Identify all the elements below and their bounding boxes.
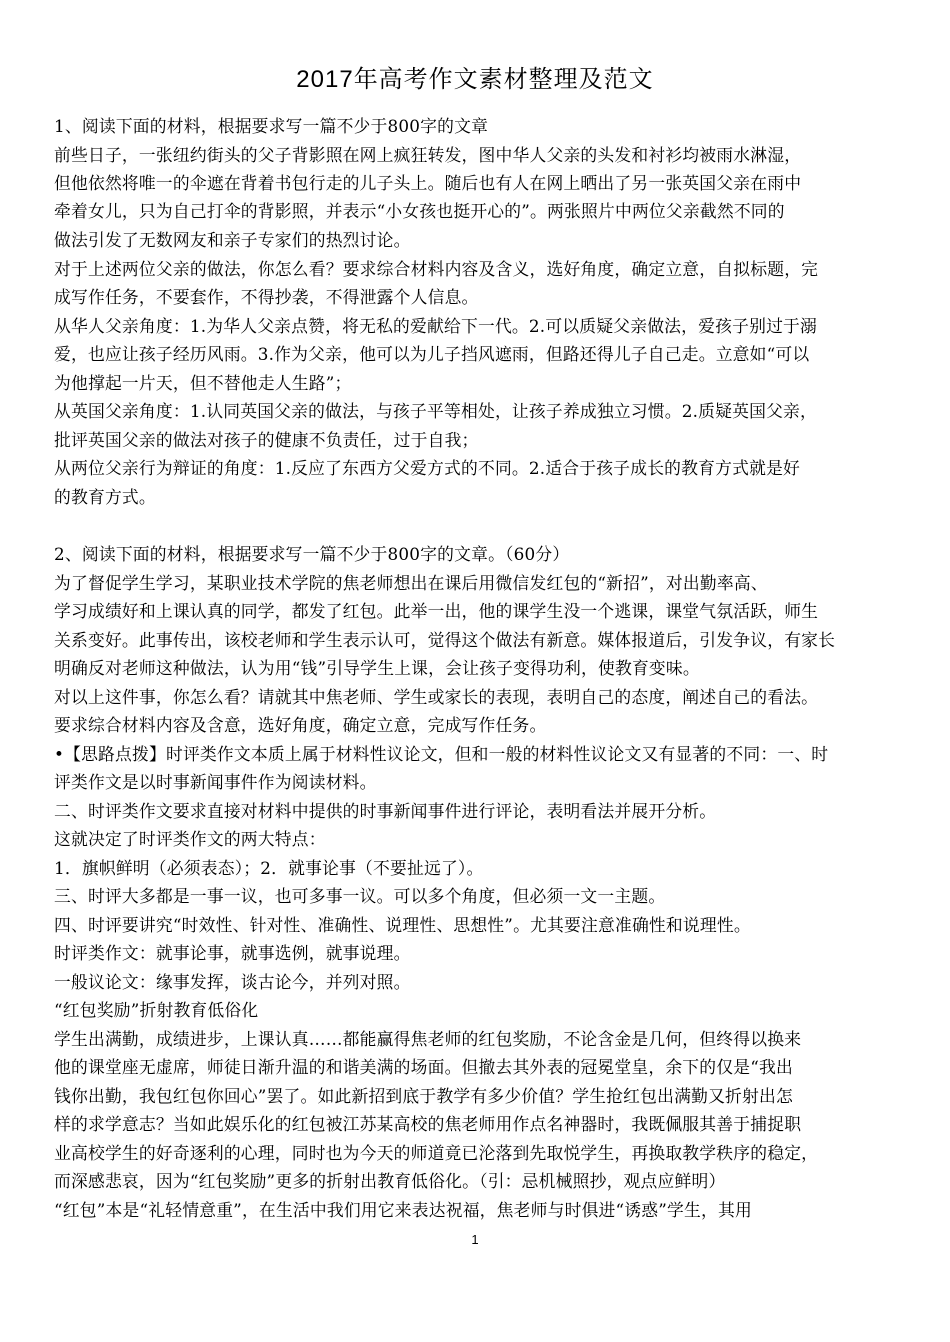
text-line: 要求综合材料内容及含意，选好角度，确定立意，完成写作任务。 bbox=[54, 715, 547, 735]
text-line: 而深感悲哀，因为“红包奖励”更多的折射出教育低俗化。（引：忌机械照抄，观点应鲜明） bbox=[54, 1171, 726, 1191]
text-line: 为了督促学生学习，某职业技术学院的焦老师想出在课后用微信发红包的“新招”，对出勤率高、 bbox=[54, 573, 768, 593]
text-line: “红包”本是“礼轻情意重”，在生活中我们用它来表达祝福，焦老师与时俱进“诱惑”学生，其用 bbox=[54, 1200, 752, 1220]
text-line: 做法引发了无数网友和亲子专家们的热烈讨论。 bbox=[54, 230, 411, 250]
document-title: 2017年高考作文素材整理及范文 bbox=[296, 66, 654, 93]
text-line: 为他撑起一片天，但不替他走人生路”； bbox=[54, 373, 352, 393]
text-line: 爱，也应让孩子经历风雨。3.作为父亲，他可以为儿子挡风遮雨，但路还得儿子自己走。立意如“可以 bbox=[54, 344, 810, 364]
text-line: 钱你出勤，我包红包你回心”罢了。如此新招到底于教学有多少价值？学生抢红包出满勤又折射出怎 bbox=[54, 1086, 793, 1106]
text-line: 的教育方式。 bbox=[54, 487, 156, 507]
text-line: 三、时评大多都是一事一议，也可多事一议。可以多个角度，但必须一文一主题。 bbox=[54, 886, 666, 906]
text-line: 评类作文是以时事新闻事件作为阅读材料。 bbox=[54, 772, 377, 792]
text-line: 时评类作文：就事论事，就事选例，就事说理。 bbox=[54, 943, 411, 963]
text-line: •【思路点拨】时评类作文本质上属于材料性议论文，但和一般的材料性议论文又有显著的不同：一、时 bbox=[54, 744, 829, 764]
text-line: 1．旗帜鲜明（必须表态）；2．就事论事（不要扯远了）。 bbox=[54, 858, 484, 878]
text-line: 对以上这件事，你怎么看？请就其中焦老师、学生或家长的表现，表明自己的态度，阐述自己的看法。 bbox=[54, 687, 819, 707]
text-line: 但他依然将唯一的伞遮在背着书包行走的儿子头上。随后也有人在网上晒出了另一张英国父亲在雨中 bbox=[54, 173, 802, 193]
text-line: 牵着女儿，只为自己打伞的背影照，并表示“小女孩也挺开心的”。两张照片中两位父亲截然不同的 bbox=[54, 201, 785, 221]
text-line: 批评英国父亲的做法对孩子的健康不负责任，过于自我； bbox=[54, 430, 479, 450]
text-line: 样的求学意志？当如此娱乐化的红包被江苏某高校的焦老师用作点名神器时，我既佩服其善于捕捉职 bbox=[54, 1114, 802, 1134]
text-line: 关系变好。此事传出，该校老师和学生表示认可，觉得这个做法有新意。媒体报道后，引发争议，有家长 bbox=[54, 630, 836, 650]
text-line: 前些日子，一张纽约街头的父子背影照在网上疯狂转发，图中华人父亲的头发和衬衫均被雨水淋湿， bbox=[54, 145, 802, 165]
text-line: 一般议论文：缘事发挥，谈古论今，并列对照。 bbox=[54, 972, 411, 992]
text-line: 学习成绩好和上课认真的同学，都发了红包。此举一出，他的课学生没一个逃课，课堂气氛活跃，师生 bbox=[54, 601, 819, 621]
text-line: 成写作任务，不要套作，不得抄袭，不得泄露个人信息。 bbox=[54, 287, 479, 307]
text-line: 业高校学生的好奇逐利的心理，同时也为今天的师道竟已沦落到先取悦学生，再换取教学秩序的稳定， bbox=[54, 1143, 819, 1163]
text-line: 学生出满勤，成绩进步，上课认真……都能赢得焦老师的红包奖励，不论含金是几何，但终得以换来 bbox=[54, 1029, 802, 1049]
text-line: 二、时评类作文要求直接对材料中提供的时事新闻事件进行评论，表明看法并展开分析。 bbox=[54, 801, 717, 821]
text-line: 从两位父亲行为辩证的角度：1.反应了东西方父爱方式的不同。2.适合于孩子成长的教育方式就是好 bbox=[54, 458, 801, 478]
text-line: 明确反对老师这种做法，认为用“钱”引导学生上课，会让孩子变得功利，使教育变味。 bbox=[54, 658, 700, 678]
text-line: 四、时评要讲究“时效性、针对性、准确性、说理性、思想性”。尤其要注意准确性和说理性。 bbox=[54, 915, 751, 935]
text-line: 2、阅读下面的材料，根据要求写一篇不少于800字的文章。（60分） bbox=[54, 544, 570, 564]
text-line: 1、阅读下面的材料，根据要求写一篇不少于800字的文章 bbox=[54, 116, 489, 136]
text-line: 从华人父亲角度：1.为华人父亲点赞，将无私的爱献给下一代。2.可以质疑父亲做法，爱孩子别过于溺 bbox=[54, 316, 818, 336]
page-number: 1 bbox=[471, 1232, 479, 1247]
text-line: 从英国父亲角度：1.认同英国父亲的做法，与孩子平等相处，让孩子养成独立习惯。2.质疑英国父亲， bbox=[54, 401, 818, 421]
text-line: 对于上述两位父亲的做法，你怎么看？要求综合材料内容及含义，选好角度，确定立意，自拟标题，完 bbox=[54, 259, 819, 279]
essay-subtitle: “红包奖励”折射教育低俗化 bbox=[54, 1000, 259, 1020]
text-line: 他的课堂座无虚席，师徒日渐升温的和谐美满的场面。但撤去其外表的冠冕堂皇，余下的仅是“我出 bbox=[54, 1057, 793, 1077]
text-line: 这就决定了时评类作文的两大特点： bbox=[54, 829, 326, 849]
